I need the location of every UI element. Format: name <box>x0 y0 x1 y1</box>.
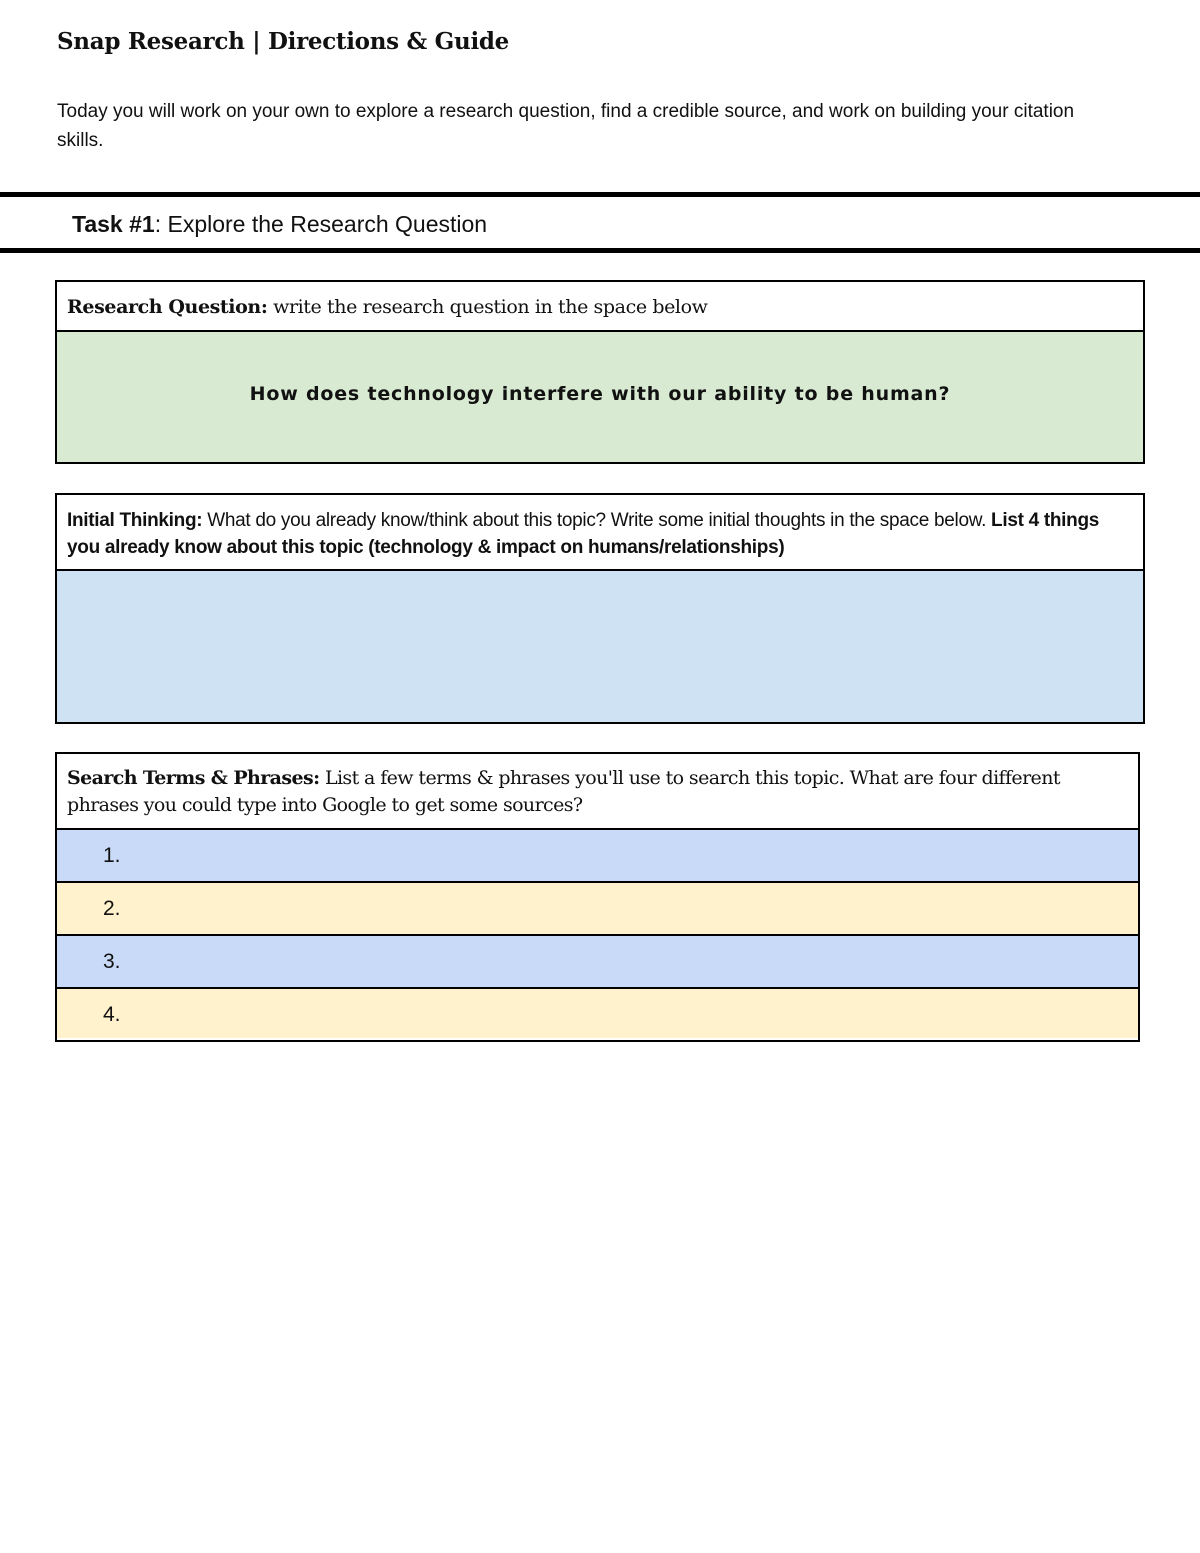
search-terms-instruction: List a few terms & phrases you'll use to search this topic. What are four different phrases you could type into Google to get some sources? <box>67 767 1060 816</box>
intro-paragraph: Today you will work on your own to explore a research question, find a credible source, and work on building your citation skills. <box>57 101 1075 151</box>
initial-thinking-field[interactable] <box>57 571 1143 722</box>
search-term-row-1[interactable] <box>57 830 1138 883</box>
initial-thinking-header <box>57 495 1143 571</box>
search-terms-box <box>55 752 1140 1042</box>
research-question-field[interactable] <box>57 332 1143 462</box>
search-term-number: 1. <box>103 844 121 867</box>
document-title: Snap Research | Directions & Guide <box>57 28 509 55</box>
initial-thinking-box <box>55 493 1145 724</box>
initial-thinking-emphasis: List 4 things you already know about this topic (technology & impact on humans/relationships) <box>67 510 1100 558</box>
search-term-number: 3. <box>103 950 121 973</box>
task-banner <box>0 192 1200 253</box>
search-term-row-4[interactable] <box>57 989 1138 1038</box>
task-label: Task #1 <box>72 211 155 237</box>
research-question-box <box>55 280 1145 464</box>
search-term-number: 4. <box>103 1003 121 1026</box>
search-term-number: 2. <box>103 897 121 920</box>
search-terms-header <box>57 754 1138 830</box>
research-question-header <box>57 282 1143 332</box>
research-question-instruction: write the research question in the space below <box>267 296 708 318</box>
research-question-label: Research Question: <box>67 296 268 318</box>
initial-thinking-label: Initial Thinking: <box>67 510 203 531</box>
initial-thinking-instruction: What do you already know/think about this topic? Write some initial thoughts in the space below. <box>202 510 992 531</box>
task-title: : Explore the Research Question <box>154 211 488 237</box>
search-terms-label: Search Terms & Phrases: <box>67 767 320 789</box>
research-question-text: How does technology interfere with our ability to be human? <box>249 383 951 405</box>
search-term-row-3[interactable] <box>57 936 1138 989</box>
task-heading <box>72 211 487 238</box>
search-term-row-2[interactable] <box>57 883 1138 936</box>
